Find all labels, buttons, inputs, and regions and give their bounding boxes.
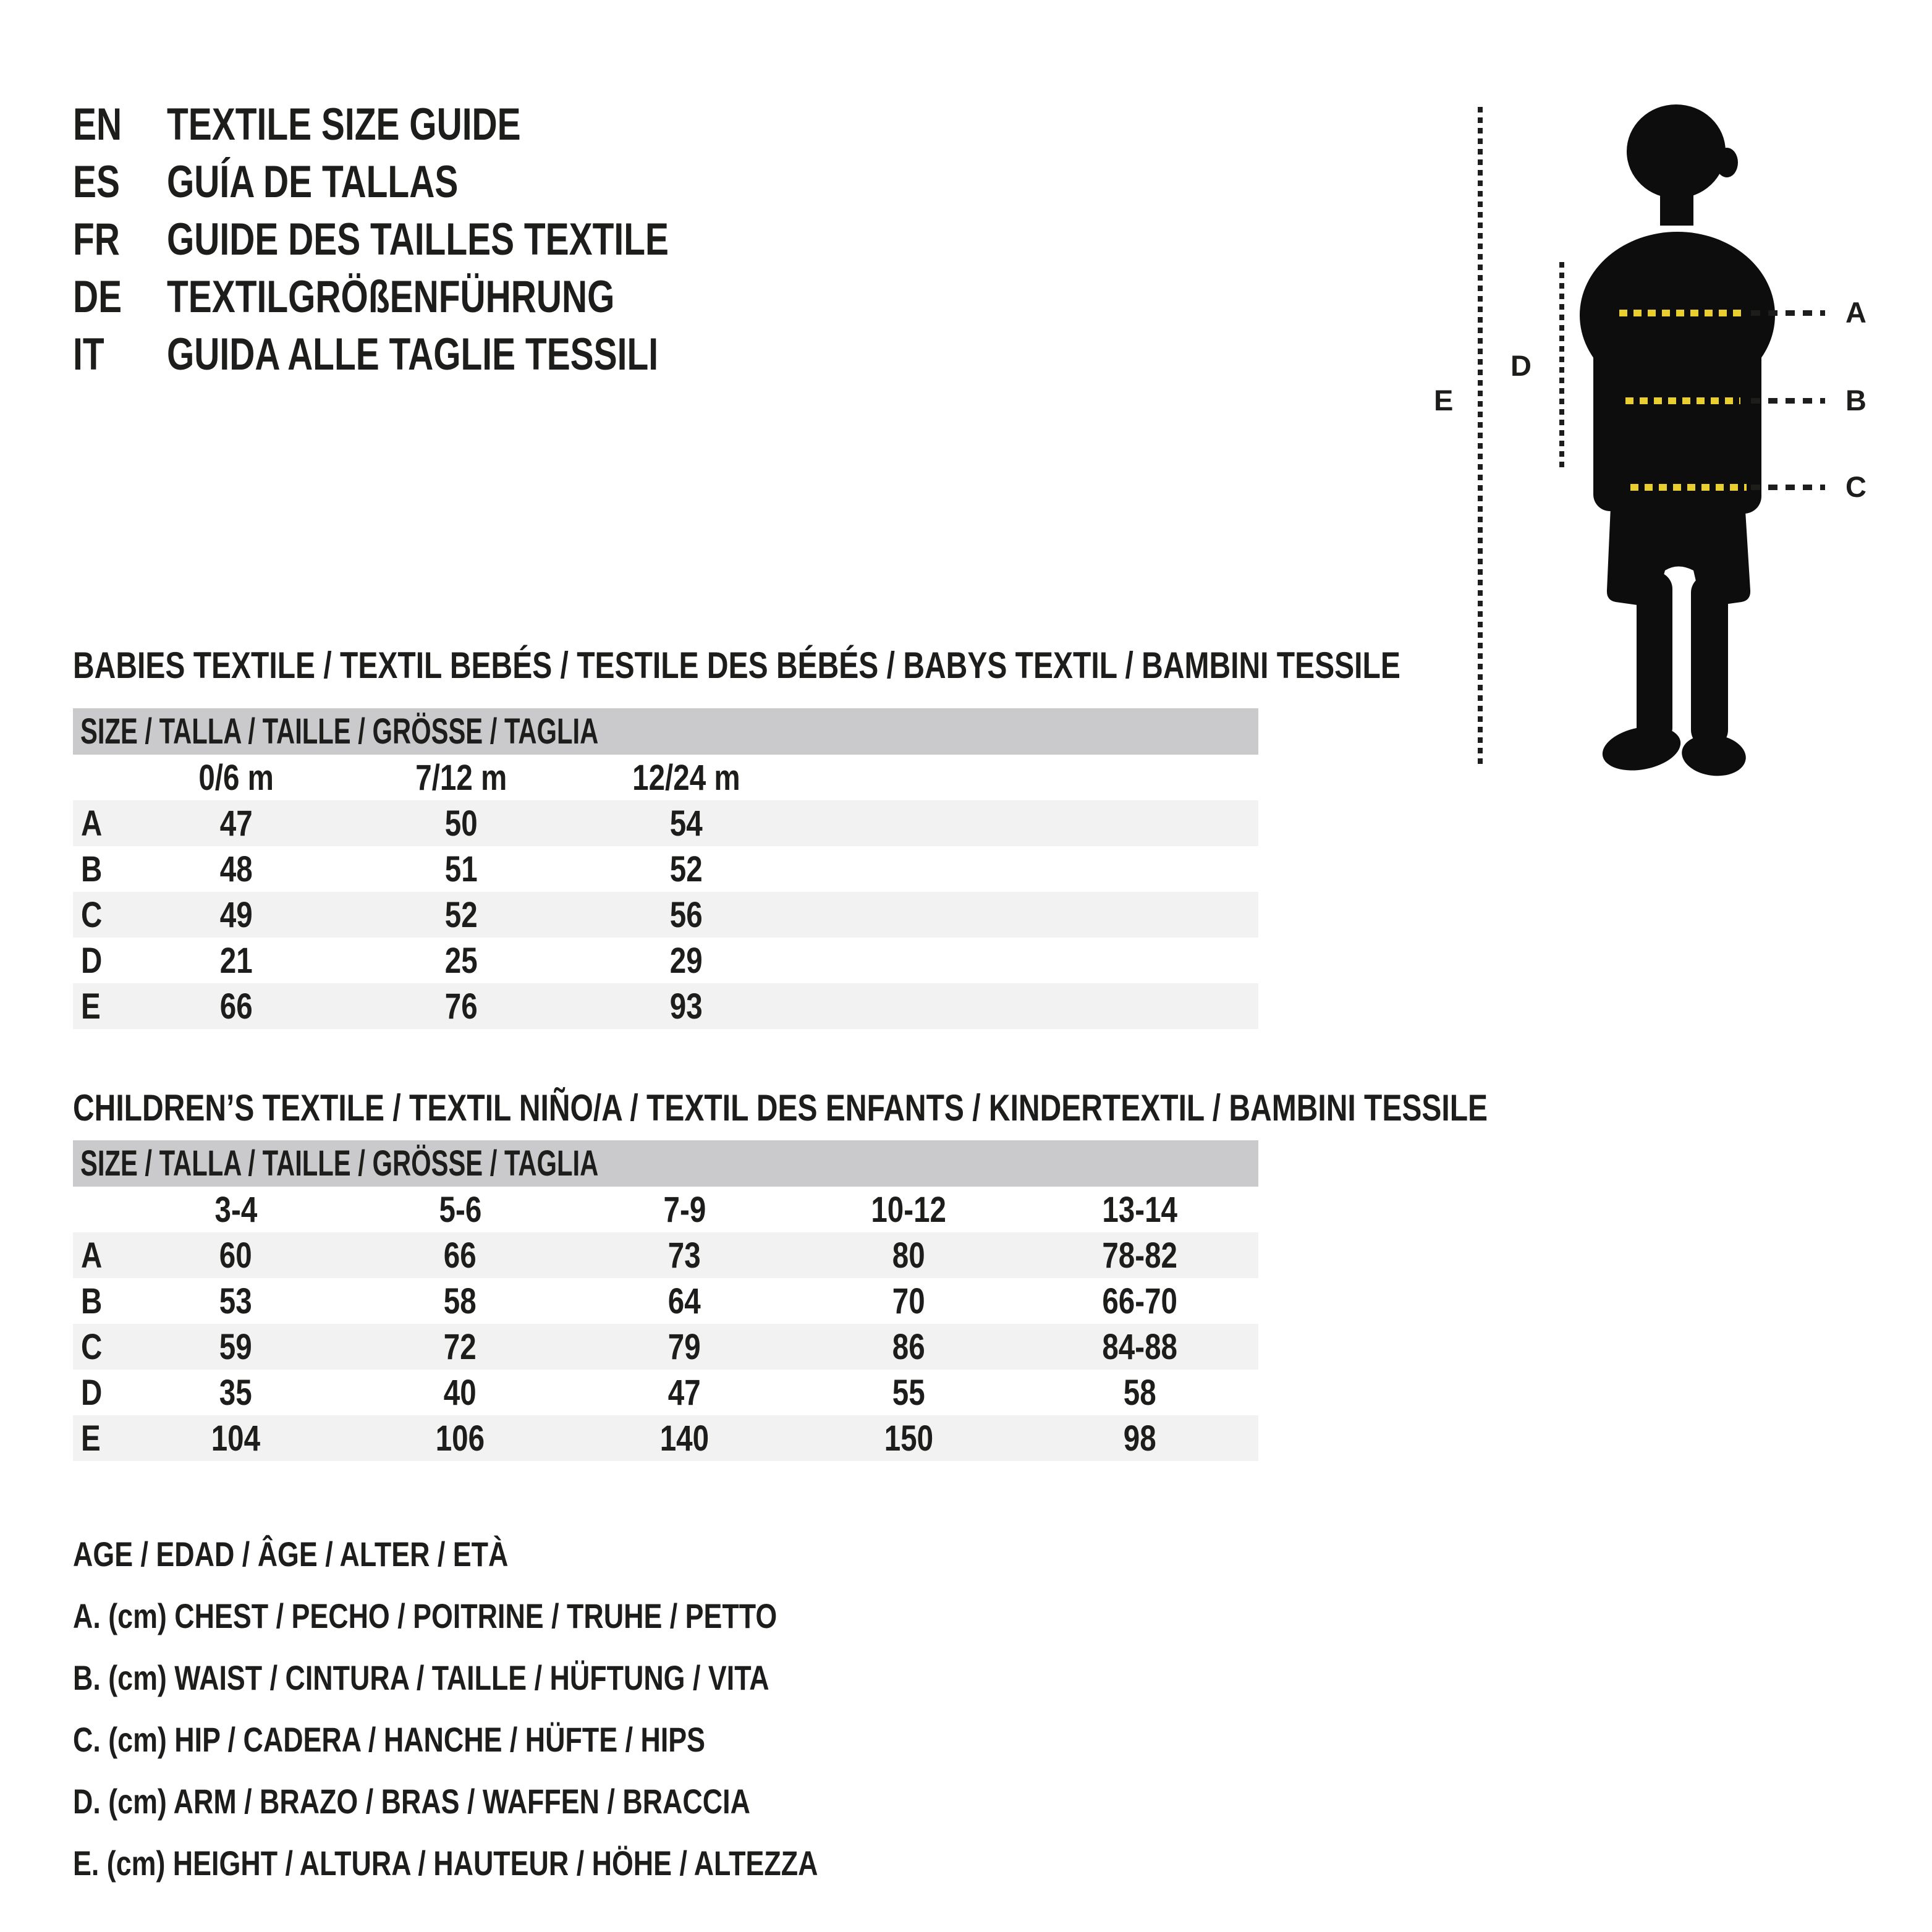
row-label: C [81,894,103,935]
children-size-table [73,1140,1258,1461]
column-header: 3-4 [214,1189,257,1230]
table-row-A [73,800,1258,846]
legend-line-chest: A. (cm) CHEST / PECHO / POITRINE / TRUHE / PETTO [73,1596,777,1635]
section-title-children [73,1085,1841,1130]
cell: 29 [669,940,703,981]
row-label: B [81,1281,103,1321]
language-title: GUIDA ALLE TAGLIE TESSILI [167,329,659,379]
column-header: 5-6 [439,1189,481,1230]
language-title: GUÍA DE TALLAS [167,157,459,207]
babies-size-table [73,708,1258,1029]
cell: 93 [669,986,703,1027]
legend-line-waist: B. (cm) WAIST / CINTURA / TAILLE / HÜFTUNG / VITA [73,1658,769,1697]
table-row-D [73,1370,1258,1415]
cell: 76 [444,986,478,1027]
cell: 79 [668,1326,701,1367]
cell: 66-70 [1102,1281,1177,1321]
column-header: 7-9 [663,1189,706,1230]
language-code-text: DE [73,272,122,322]
cell: 54 [669,803,703,844]
cell: 150 [884,1418,934,1459]
language-code-text: EN [73,100,122,150]
cell: 70 [892,1281,925,1321]
cell: 73 [668,1235,701,1276]
section-title-babies [73,643,1732,687]
language-code [73,99,167,150]
language-row-it [73,326,810,383]
cell: 104 [211,1418,261,1459]
chest-line-A-yellow [1619,310,1747,316]
column-header: 12/24 m [632,757,740,798]
language-row-en [73,96,810,153]
language-title: GUIDE DES TAILLES TEXTILE [167,214,669,265]
hip-line-C-black [1751,485,1825,490]
row-label: A [81,803,103,844]
row-label: A [81,1235,103,1276]
cell: 64 [668,1281,701,1321]
cell: 58 [1123,1372,1156,1413]
measure-label-D: D [1510,349,1532,382]
row-label: C [81,1326,103,1367]
cell: 47 [219,803,253,844]
chest-line-A-black [1751,310,1825,316]
cell: 25 [444,940,478,981]
measure-label-A: A [1845,296,1866,329]
language-code-text: FR [73,214,120,265]
cell: 50 [444,803,478,844]
waist-line-B-black [1751,398,1825,404]
section-title-babies-text: BABIES TEXTILE / TEXTIL BEBÉS / TESTILE DES BÉBÉS / BABYS TEXTIL / BAMBINI TESSILE [73,644,1400,686]
row-label: B [81,849,103,889]
cell: 52 [669,849,703,889]
column-header-row [73,1187,1258,1232]
size-header-band [73,1140,1258,1187]
table-row-B [73,1278,1258,1324]
column-header: 10-12 [871,1189,947,1230]
cell: 58 [444,1281,477,1321]
legend-line-arm: D. (cm) ARM / BRAZO / BRAS / WAFFEN / BRACCIA [73,1781,750,1821]
measure-label-E: E [1434,384,1454,417]
cell: 98 [1123,1418,1156,1459]
cell: 49 [219,894,253,935]
cell: 86 [892,1326,925,1367]
row-label: D [81,1372,103,1413]
column-header-row [73,755,1258,800]
row-label: E [81,986,101,1027]
cell: 78-82 [1102,1235,1177,1276]
language-code [73,156,167,208]
table-row-C [73,892,1258,938]
table-row-A [73,1232,1258,1278]
table-row-C [73,1324,1258,1370]
waist-line-B-yellow [1625,397,1740,404]
cell: 40 [444,1372,477,1413]
cell: 140 [659,1418,710,1459]
cell: 55 [892,1372,925,1413]
measure-label-C: C [1845,470,1866,503]
cell: 47 [668,1372,701,1413]
hip-line-C-yellow [1630,484,1747,491]
language-code-text: ES [73,157,120,207]
cell: 35 [219,1372,252,1413]
cell: 52 [444,894,478,935]
column-header: 13-14 [1102,1189,1177,1230]
table-row-E [73,983,1258,1029]
size-header-text: SIZE / TALLA / TAILLE / GRÖSSE / TAGLIA [80,1143,599,1184]
language-code [73,214,167,265]
table-row-E [73,1415,1258,1461]
legend-line-height: E. (cm) HEIGHT / ALTURA / HAUTEUR / HÖHE / ALTEZZA [73,1843,818,1883]
language-row-de [73,268,810,326]
cell: 51 [444,849,478,889]
language-row-fr [73,211,810,268]
legend-line-hip: C. (cm) HIP / CADERA / HANCHE / HÜFTE / HIPS [73,1719,706,1759]
language-code-text: IT [73,329,104,379]
cell: 53 [219,1281,252,1321]
table-row-D [73,938,1258,983]
language-code [73,329,167,380]
column-header: 0/6 m [198,757,274,798]
cell: 60 [219,1235,252,1276]
cell: 21 [219,940,253,981]
cell: 72 [444,1326,477,1367]
legend-line-age: AGE / EDAD / ÂGE / ALTER / ETÀ [73,1534,509,1574]
language-list [73,96,810,383]
row-label: D [81,940,103,981]
cell: 56 [669,894,703,935]
cell: 59 [219,1326,252,1367]
measurement-legend [73,1523,1004,1894]
cell: 84-88 [1102,1326,1177,1367]
size-header-text: SIZE / TALLA / TAILLE / GRÖSSE / TAGLIA [80,711,599,752]
size-header-band [73,708,1258,755]
cell: 66 [219,986,253,1027]
language-title: TEXTILE SIZE GUIDE [167,100,521,150]
section-title-children-text: CHILDREN’S TEXTILE / TEXTIL NIÑO/A / TEXTIL DES ENFANTS / KINDERTEXTIL / BAMBINI TESSILE [73,1087,1488,1129]
language-title: TEXTILGRÖßENFÜHRUNG [167,272,615,322]
cell: 80 [892,1235,925,1276]
language-row-es [73,153,810,211]
cell: 48 [219,849,253,889]
row-label: E [81,1418,101,1459]
cell: 106 [435,1418,485,1459]
arm-measure-line-D [1559,262,1564,470]
column-header: 7/12 m [415,757,507,798]
cell: 66 [444,1235,477,1276]
language-code [73,271,167,323]
measure-label-B: B [1845,384,1866,417]
table-row-B [73,846,1258,892]
